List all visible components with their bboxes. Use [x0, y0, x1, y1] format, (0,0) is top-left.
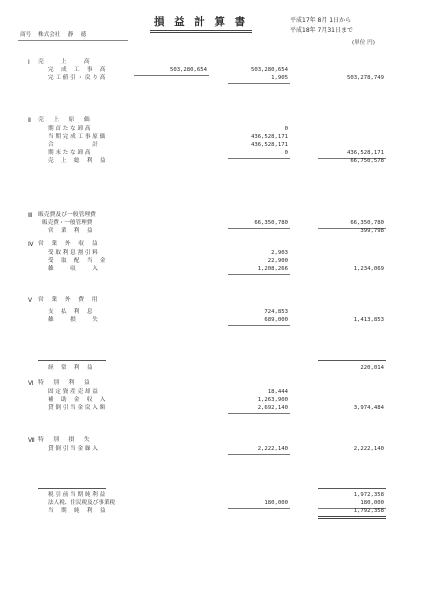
row-label: 合 計 [48, 142, 98, 148]
amount-col2: 0 [284, 126, 288, 132]
underline [228, 83, 290, 84]
company-label: 商号 [20, 32, 32, 38]
section-heading: 営 業 外 費 用 [38, 297, 98, 303]
amount-col3: 399,798 [360, 228, 384, 234]
row-label: 補 助 金 収 入 [48, 397, 106, 403]
amount-col3: 66,350,780 [350, 220, 384, 226]
amount-col2: 2,903 [271, 250, 288, 256]
roman-numeral: Ⅲ [28, 212, 33, 219]
underline [228, 274, 290, 275]
row-label: 完 成 工 事 高 [48, 67, 106, 73]
amount-col2: 436,528,171 [250, 142, 288, 148]
amount-col2: 22,900 [267, 258, 288, 264]
amount-col3: 1,792,358 [353, 508, 384, 514]
company-underline [18, 40, 128, 41]
amount-col3: 436,528,171 [346, 150, 384, 156]
amount-col3: 2,222,140 [353, 446, 384, 452]
ordinary-profit-amount: 220,014 [360, 365, 384, 371]
underline [228, 413, 290, 414]
amount-col3: 503,278,749 [346, 75, 384, 81]
amount-col3: 3,974,484 [353, 405, 384, 411]
amount-col2: 0 [284, 150, 288, 156]
row-label: 貸 倒 引 当 金 戻 入 額 [48, 405, 106, 411]
page-title: 損 益 計 算 書 [154, 16, 249, 28]
row-label: 当 期 完 成 工 事 原 価 [48, 134, 106, 140]
separator-line [318, 488, 386, 489]
amount-col2: 18,444 [267, 389, 288, 395]
amount-col2: 436,528,171 [250, 134, 288, 140]
amount-col3: 66,750,578 [350, 158, 384, 164]
amount-col3: 1,972,358 [353, 492, 384, 498]
amount-col2: 689,000 [264, 317, 288, 323]
double-underline [318, 518, 386, 519]
separator-line [38, 360, 106, 361]
period-from: 平成17年 8月 1日から [290, 17, 352, 24]
row-label: 期 末 た な 卸 高 [48, 150, 91, 156]
row-label: 貸 倒 引 当 金 繰 入 [48, 446, 98, 452]
row-label: 当 期 純 利 益 [48, 508, 106, 514]
row-label: 完 工 値 引 ・ 戻 り 高 [48, 75, 106, 81]
row-label: 雑 損 失 [48, 317, 98, 323]
row-label: 税 引 前 当 期 純 利 益 [48, 492, 106, 498]
amount-col2: 1,905 [271, 75, 288, 81]
ordinary-profit-label: 経 常 利 益 [48, 365, 93, 371]
amount-col2: 1,263,900 [257, 397, 288, 403]
amount-col3: 1,413,853 [353, 317, 384, 323]
amount-col2: 66,350,780 [254, 220, 288, 226]
section-heading: 売 上 原 価 [38, 117, 90, 123]
row-label: 雑 収 入 [48, 266, 98, 272]
roman-numeral: Ⅴ [28, 297, 33, 304]
row-label: 期 首 た な 卸 高 [48, 126, 91, 132]
title-underline-double [150, 32, 252, 33]
amount-col2: 503,280,654 [250, 67, 288, 73]
separator-line [318, 360, 386, 361]
amount-col3: 180,000 [360, 500, 384, 506]
amount-col2: 2,222,140 [257, 446, 288, 452]
row-label: 固 定 資 産 売 却 益 [48, 389, 98, 395]
row-label: 営 業 利 益 [48, 228, 93, 234]
amount-col2: 180,000 [264, 500, 288, 506]
amount-col2: 2,692,140 [257, 405, 288, 411]
amount-col1: 503,280,654 [169, 67, 207, 73]
separator-line [38, 488, 106, 489]
section-heading: 特 別 損 失 [38, 437, 90, 443]
section-heading: 売 上 高 [38, 59, 90, 65]
row-label: 支 払 利 息 [48, 309, 93, 315]
section-heading: 販売費及び一般管理費 [38, 212, 96, 218]
amount-col2: 1,208,266 [257, 266, 288, 272]
row-label: 受 取 利 息 割 引 料 [48, 250, 98, 256]
row-label: 法人税、住民税及び事業税 [48, 500, 116, 506]
row-label: 売 上 総 利 益 [48, 158, 106, 164]
row-label: 販売費・一般管理費 [42, 220, 93, 226]
section-heading: 営 業 外 収 益 [38, 241, 98, 247]
underline [228, 158, 290, 159]
period-to: 平成18年 7月31日まで [290, 27, 353, 34]
underline [228, 228, 290, 229]
underline [134, 75, 209, 76]
roman-numeral: Ⅰ [28, 59, 30, 66]
roman-numeral: Ⅶ [28, 437, 35, 444]
underline [228, 454, 290, 455]
amount-col3: 1,234,069 [353, 266, 384, 272]
roman-numeral: Ⅵ [28, 380, 34, 387]
roman-numeral: Ⅳ [28, 241, 34, 248]
row-label: 受 取 配 当 金 [48, 258, 106, 264]
double-underline [318, 516, 386, 517]
section-heading: 特 別 利 益 [38, 380, 90, 386]
title-underline [150, 30, 252, 31]
roman-numeral: Ⅱ [28, 117, 31, 124]
underline [228, 325, 290, 326]
underline [228, 508, 290, 509]
unit-label: (単位 円) [352, 40, 375, 46]
company-name: 株式会社 静 徳 [38, 32, 87, 38]
amount-col2: 724,853 [264, 309, 288, 315]
